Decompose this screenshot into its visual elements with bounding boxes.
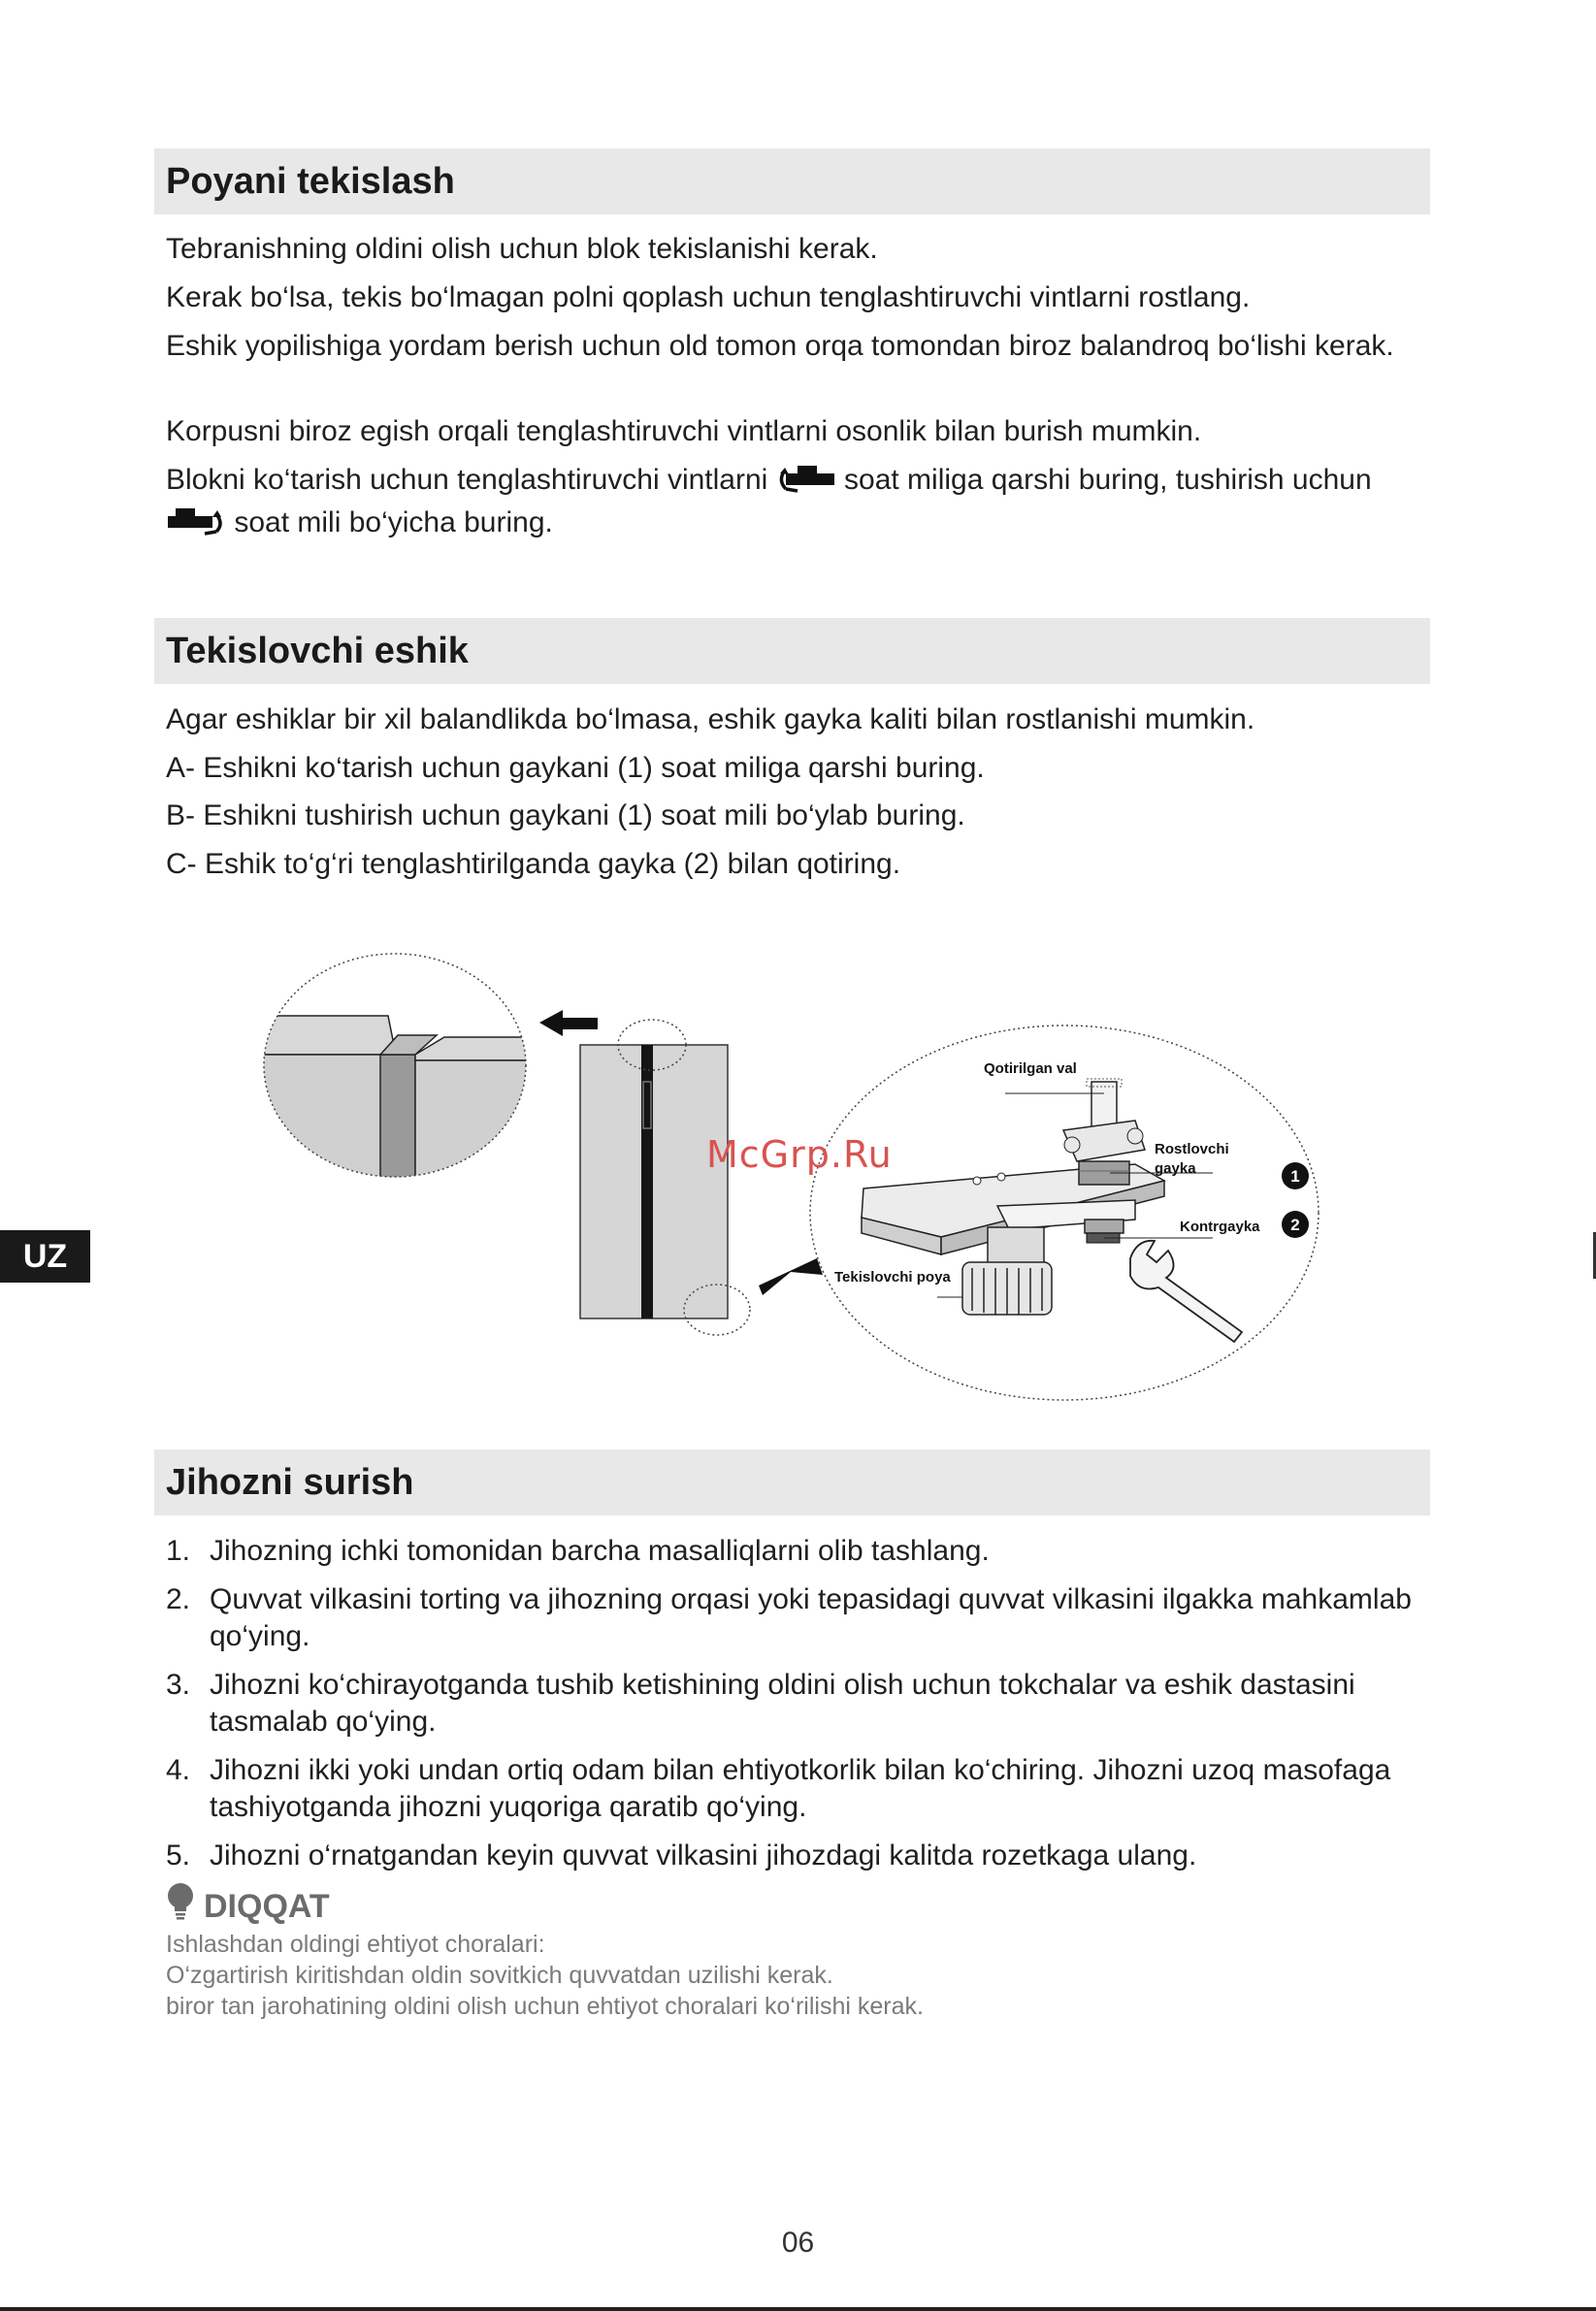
- refrigerator-front-view: [580, 1020, 750, 1335]
- label-locknut: Kontrgayka: [1180, 1219, 1260, 1235]
- list-item-4-text: Jihozni ikki yoki undan ortiq odam bilan ehtiyotkorlik bilan ko‘chiring. Jihozni uzoq masofaga tashiyotganda jihozni yuqoriga qaratib qo‘ying.: [210, 1754, 1391, 1823]
- label-fixed-shaft: Qotirilgan val: [984, 1060, 1077, 1077]
- list-item-5-text: Jihozni o‘rnatgandan keyin quvvat vilkasini jihozdagi kalitda rozetkaga ulang.: [210, 1839, 1197, 1872]
- hinge-closeup: [810, 1025, 1319, 1400]
- list-item-2-number: 2.: [166, 1583, 191, 1615]
- leveling-paragraph-3: Eshik yopilishiga yordam berish uchun old tomon orqa tomondan biroz balandroq bo‘lishi kerak.: [166, 330, 1394, 362]
- badge-2-number: 2: [1290, 1216, 1300, 1234]
- list-item-1-text: Jihozning ichki tomonidan barcha masalliqlarni olib tashlang.: [210, 1535, 990, 1567]
- list-item-2-text: Quvvat vilkasini torting va jihozning orqasi yoki tepasidagi quvvat vilkasini ilgakka mahkamlab qo‘ying.: [210, 1583, 1412, 1652]
- language-tab: UZ: [0, 1230, 90, 1283]
- lower-instruction: soat miliga qarshi buring, tushirish uchun: [844, 464, 1372, 496]
- badge-1-number: 1: [1290, 1167, 1300, 1186]
- watermark: McGrp.Ru: [706, 1133, 893, 1176]
- door-leveling-diagram: [262, 946, 1339, 1407]
- label-leveling-leg: Tekislovchi poya: [834, 1269, 951, 1286]
- leveling-paragraph-5: [166, 462, 1427, 547]
- leveling-paragraph-2: Kerak bo‘lsa, tekis bo‘lmagan polni qoplash uchun tenglashtiruvchi vintlarni rostlang.: [166, 281, 1251, 313]
- caution-title: DIQQAT: [204, 1888, 330, 1925]
- caution-line-3: biror tan jarohatining oldini olish uchun ehtiyot choralari ko‘rilishi kerak.: [166, 1993, 924, 2020]
- label-adjusting-nut-line2: gayka: [1155, 1160, 1196, 1177]
- door-step-b: B- Eshikni tushirish uchun gaykani (1) soat mili bo‘ylab buring.: [166, 799, 965, 831]
- door-step-c: C- Eshik to‘g‘ri tenglashtirilganda gayka (2) bilan qotiring.: [166, 848, 901, 880]
- list-item-5-number: 5.: [166, 1839, 191, 1872]
- section-heading-door-leveling: Tekislovchi eshik: [154, 618, 1430, 684]
- list-item-4-number: 4.: [166, 1754, 191, 1786]
- page-number: 06: [781, 2227, 815, 2259]
- wrench-icon: [1130, 1241, 1242, 1342]
- clockwise-rotate-icon: [166, 506, 226, 547]
- pointer-arrow-right-icon: [759, 1258, 823, 1295]
- pointer-arrow-left-icon: [539, 1010, 598, 1036]
- list-item-3-text: Jihozni ko‘chirayotganda tushib ketishining oldini olish uchun tokchalar va eshik dastasini tasmalab qo‘ying.: [210, 1669, 1355, 1738]
- door-gap-closeup: [262, 946, 551, 1206]
- lower-instruction-end: soat mili bo‘yicha buring.: [234, 506, 553, 538]
- label-adjusting-nut-line1: Rostlovchi: [1155, 1141, 1229, 1157]
- caution-line-2: O‘zgartirish kiritishdan oldin sovitkich quvvatdan uzilishi kerak.: [166, 1962, 833, 1989]
- raise-instruction: Blokni ko‘tarish uchun tenglashtiruvchi vintlarni: [166, 464, 768, 496]
- leveling-paragraph-4: Korpusni biroz egish orqali tenglashtiruvchi vintlarni osonlik bilan burish mumkin.: [166, 415, 1202, 447]
- list-item-1-number: 1.: [166, 1535, 191, 1567]
- counterclockwise-rotate-icon: [776, 464, 836, 505]
- leveling-paragraph-1: Tebranishning oldini olish uchun blok tekislanishi kerak.: [166, 233, 878, 265]
- list-item-3-number: 3.: [166, 1669, 191, 1701]
- section-heading-leveling-feet: Poyani tekislash: [154, 148, 1430, 214]
- caution-line-1: Ishlashdan oldingi ehtiyot choralari:: [166, 1931, 545, 1958]
- lightbulb-icon: [166, 1882, 195, 1926]
- section-heading-moving-appliance: Jihozni surish: [154, 1449, 1430, 1515]
- door-step-a: A- Eshikni ko‘tarish uchun gaykani (1) soat miliga qarshi buring.: [166, 752, 985, 784]
- door-paragraph-1: Agar eshiklar bir xil balandlikda bo‘lmasa, eshik gayka kaliti bilan rostlanishi mumkin.: [166, 703, 1255, 735]
- bottom-rule: [0, 2307, 1596, 2311]
